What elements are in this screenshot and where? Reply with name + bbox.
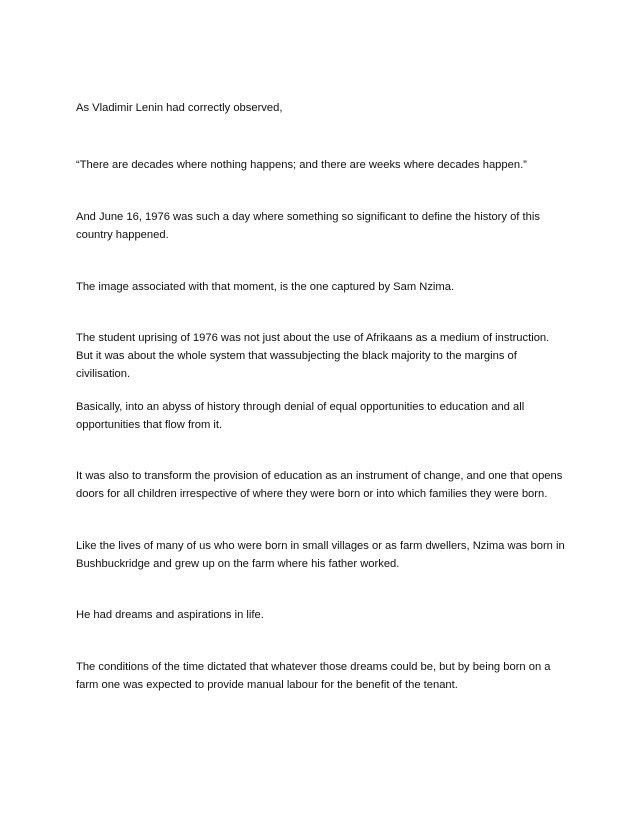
paragraph-june-16: And June 16, 1976 was such a day where something so significant to define the history of this country happened. xyxy=(76,211,540,241)
paragraph-sam-nzima-image: The image associated with that moment, is the one captured by Sam Nzima. xyxy=(76,281,455,293)
paragraph-abyss-of-history: Basically, into an abyss of history through denial of equal opportunities to education and all opportunities that flow from it. xyxy=(76,401,525,431)
paragraph-farm-conditions: The conditions of the time dictated that whatever those dreams could be, but by being born on a farm one was expected to provide manual labour for the benefit of the tenant. xyxy=(76,661,551,691)
paragraph-lenin-quote: “There are decades where nothing happens; and there are weeks where decades happen.” xyxy=(76,159,527,171)
paragraph-dreams: He had dreams and aspirations in life. xyxy=(76,609,264,621)
paragraph-student-uprising: The student uprising of 1976 was not just about the use of Afrikaans as a medium of instruction. But it was about the whole system that wassubjecting the black majority to the margins of civilisation. xyxy=(76,332,550,380)
paragraph-transform-education: It was also to transform the provision of education as an instrument of change, and one that opens doors for all children irrespective of where they were born or into which families they were born. xyxy=(76,470,563,500)
paragraph-lenin-intro: As Vladimir Lenin had correctly observed, xyxy=(76,102,283,114)
paragraph-bushbuckridge: Like the lives of many of us who were born in small villages or as farm dwellers, Nzima was born in Bushbuckridge and grew up on the farm where his father worked. xyxy=(76,540,565,570)
